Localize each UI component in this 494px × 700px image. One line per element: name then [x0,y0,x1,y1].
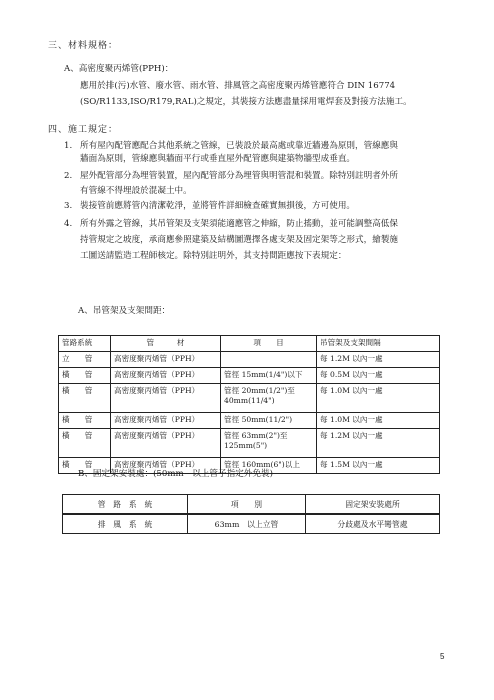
table-cell: 高密度聚丙烯管（PPH） [111,458,221,474]
table-cell: 高密度聚丙烯管（PPH） [111,429,221,458]
item-line: 所有外露之管線，其吊管架及支架須能適應管之伸縮，防止搖動，並可能調整高低保 [80,219,398,229]
header-cell: 管 路 系 統 [63,495,188,515]
table-cell: 63mm 以上立管 [188,514,306,534]
table-cell: 每 0.5M 以內一處 [317,368,440,384]
table-b-caption: B、固定架安裝處：(50mm 以上管子指定外免裝) [78,469,273,479]
section3-title: 三、材料規格： [48,41,119,51]
table-cell: 橫 管 [59,384,111,413]
table-cell: 高密度聚丙烯管（PPH） [111,368,221,384]
section3-para-line1: 應用於排(污)水管、廢水管、雨水管、排風管之高密度聚丙烯管應符合 DIN 16774 [80,81,396,91]
item-number: 4. [64,219,73,229]
header-cell: 固定架安裝處所 [306,495,440,515]
table-cell: 管徑 20mm(1/2")至 40mm(11/4") [221,384,317,413]
table-cell: 每 1.2M 以內一處 [317,429,440,458]
section3-para-line2: (SO/R1133,ISO/R179,RAL)之規定，其裝接方法應盡量採用電焊套及對接方法施工。 [80,97,412,107]
table-header-row [63,495,440,515]
fixed-support-table [62,494,440,534]
item-line: 工圖送請監造工程師核定。除特別註明外，其支持間距應按下表規定： [80,251,347,261]
table-row [59,413,440,429]
item-line: 有管線不得埋設於混凝土中。 [80,186,192,196]
header-cell: 項 目 [221,336,317,352]
support-spacing-table [58,335,440,474]
table-row [59,384,440,413]
page-number: 5 [440,652,445,661]
table-header-row [59,336,440,352]
item-line: 裝接管前應將管內清潔乾淨，並將管件詳細檢查確實無損後，方可使用。 [80,201,356,211]
table-cell: 高密度聚丙烯管（PPH） [111,413,221,429]
item-line: 所有屋內配管應配合其他系統之管線，已裝設於最高處或靠近牆邊為原則，管線應與 [80,141,398,151]
table-cell: 橫 管 [59,368,111,384]
table-row [59,429,440,458]
table-cell: 高密度聚丙烯管（PPH） [111,384,221,413]
section4-title: 四、施工規定： [48,125,119,135]
table-a-caption: A、吊管架及支架間距： [78,306,171,316]
table-cell: 橫 管 [59,413,111,429]
table-cell: 分歧處及水平彎管處 [306,514,440,534]
item-number: 3. [64,201,73,211]
table-row [59,368,440,384]
item-line: 牆面為原則，管線應與牆面平行或垂直屋外配管應與建築物牆型成垂直。 [80,154,356,164]
table-cell: 每 1.5M 以內一處 [317,458,440,474]
item-number: 2. [64,171,73,181]
header-cell: 項 別 [188,495,306,515]
table-cell: 管徑 63mm(2")至 125mm(5") [221,429,317,458]
item-line: 持管規定之坡度，承商應參照建築及結構圖選擇各處支架及固定架等之形式，繪製施 [80,235,398,245]
table-cell: 高密度聚丙烯管（PPH） [111,352,221,368]
header-cell: 吊管架及支架間隔 [317,336,440,352]
table-cell: 橫 管 [59,458,111,474]
table-cell: 立 管 [59,352,111,368]
header-cell: 管 材 [111,336,221,352]
table-cell: 橫 管 [59,429,111,458]
table-cell: 每 1.0M 以內一處 [317,384,440,413]
section3-sub-a: A、高密度聚丙烯管(PPH)： [64,64,174,74]
table-row [63,514,440,534]
table-cell: 管徑 160mm(6")以上 [221,458,317,474]
table-cell [221,352,317,368]
table-cell: 每 1.2M 以內一處 [317,352,440,368]
table-cell: 管徑 50mm(11/2") [221,413,317,429]
table-cell: 排 風 系 統 [63,514,188,534]
item-line: 屋外配管部分為埋管裝置，屋內配管部分為埋管與明管混和裝置。除特別註明者外所 [80,171,398,181]
item-number: 1. [64,141,73,151]
header-cell: 管路系統 [59,336,111,352]
table-row [59,352,440,368]
table-cell: 每 1.0M 以內一處 [317,413,440,429]
table-cell: 管徑 15mm(1/4")以下 [221,368,317,384]
